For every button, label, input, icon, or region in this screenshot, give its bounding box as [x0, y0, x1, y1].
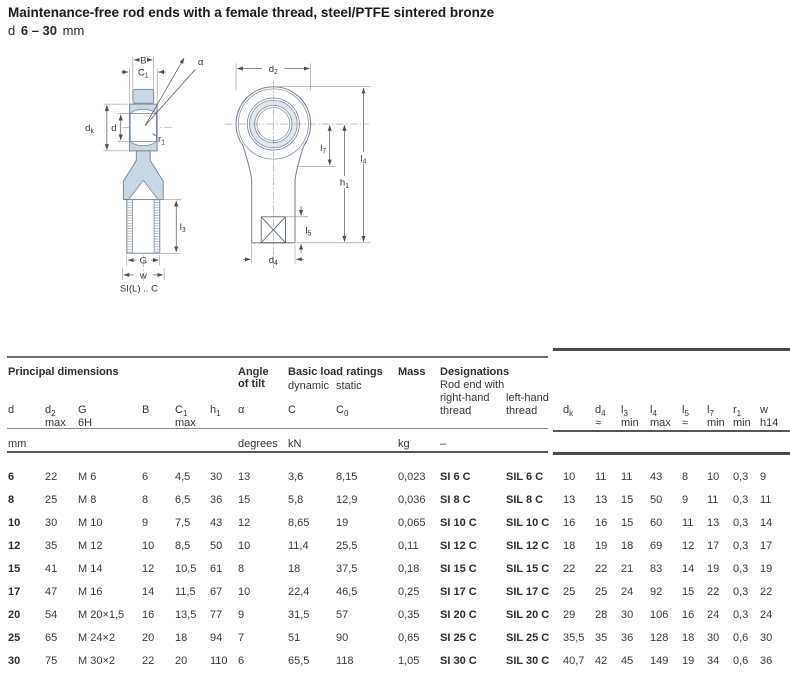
table-cell: 8,65: [288, 517, 310, 529]
group-angle-of-tilt-2: of tilt: [238, 378, 265, 390]
table-cell: 128: [650, 632, 669, 644]
subheader-right-hand: right-hand: [440, 392, 490, 404]
table-cell: 10: [707, 471, 720, 483]
table-cell: 19: [595, 540, 608, 552]
table-cell: 83: [650, 563, 663, 575]
table-cell: 24: [707, 609, 720, 621]
designation: SI 30 C: [440, 655, 477, 667]
table-cell: 0,65: [398, 632, 420, 644]
table-cell: 25: [8, 632, 21, 644]
units-rule-left: [7, 451, 548, 453]
rod-end-front-view: [225, 81, 369, 268]
dim-label-d: d: [111, 122, 117, 134]
table-cell: 22: [760, 586, 773, 598]
table-cell: 43: [210, 517, 223, 529]
table-cell: 18: [175, 632, 188, 644]
column-symbol: $l_5$: [682, 404, 689, 419]
designation: SIL 30 C: [506, 655, 550, 667]
table-cell: 5,8: [288, 494, 304, 506]
group-mass: Mass: [398, 366, 426, 378]
column-symbol: $l_3$: [621, 404, 628, 419]
table-cell: 40,7: [563, 655, 585, 667]
dim-label-l3: $l_3$: [179, 221, 186, 234]
table-cell: 37,5: [336, 563, 358, 575]
table-cell: 13,5: [175, 609, 197, 621]
table-cell: 69: [650, 540, 663, 552]
table-cell: 18: [563, 540, 576, 552]
table-cell: 15: [238, 494, 251, 506]
table-cell: 29: [563, 609, 576, 621]
dim-label-d4: $d_4$: [268, 254, 278, 267]
dim-label-h1: $h_1$: [339, 177, 350, 190]
table-cell: 57: [336, 609, 349, 621]
table-cell: 25,5: [336, 540, 358, 552]
table-cell: 47: [45, 586, 58, 598]
column-qualifier: max: [45, 417, 66, 429]
table-cell: 14: [142, 586, 155, 598]
column-symbol: C: [288, 404, 296, 416]
table-cell: 12: [8, 540, 21, 552]
table-cell: M 20×1,5: [78, 609, 125, 621]
table-cell: 149: [650, 655, 669, 667]
table-cell: 22: [563, 563, 576, 575]
table-cell: 0,6: [733, 632, 749, 644]
table-cell: 3,6: [288, 471, 304, 483]
column-symbol: B: [142, 404, 150, 416]
subheader-left-hand: left-hand: [506, 392, 549, 404]
table-cell: 10: [142, 540, 155, 552]
table-cell: 8: [142, 494, 149, 506]
group-designations: Designations: [440, 366, 510, 378]
table-cell: M 12: [78, 540, 103, 552]
table-cell: 14: [760, 517, 773, 529]
table-cell: 0,6: [733, 655, 749, 667]
table-cell: 60: [650, 517, 663, 529]
group-principal-dimensions: Principal dimensions: [8, 366, 119, 378]
table-cell: 20: [142, 632, 155, 644]
dim-label-l5: $l_5$: [305, 225, 312, 238]
table-cell: 19: [682, 655, 695, 667]
table-cell: 0,25: [398, 586, 420, 598]
table-cell: 6,5: [175, 494, 191, 506]
column-qualifier: min: [707, 417, 725, 429]
table-cell: 61: [210, 563, 223, 575]
dim-label-l4: $l_4$: [360, 153, 367, 166]
table-cell: 24: [760, 609, 773, 621]
table-cell: 15: [8, 563, 21, 575]
table-cell: 0,3: [733, 540, 749, 552]
table-cell: 16: [563, 517, 576, 529]
header-rule-right: [553, 430, 790, 432]
column-symbol: $r_1$: [733, 404, 742, 419]
table-cell: 13: [563, 494, 576, 506]
column-symbol: w: [760, 404, 768, 416]
designation: SI 6 C: [440, 471, 471, 483]
table-cell: M 6: [78, 471, 97, 483]
table-cell: 90: [336, 632, 349, 644]
table-cell: 106: [650, 609, 669, 621]
column-qualifier: min: [621, 417, 639, 429]
table-cell: 0,3: [733, 517, 749, 529]
table-cell: 8,15: [336, 471, 358, 483]
table-cell: 43: [650, 471, 663, 483]
ball-section: [130, 109, 156, 145]
column-symbol: $l_4$: [650, 404, 657, 419]
table-cell: 1,05: [398, 655, 420, 667]
column-qualifier: ≈: [595, 417, 602, 429]
table-cell: 77: [210, 609, 223, 621]
table-cell: 75: [45, 655, 58, 667]
table-cell: 17: [707, 540, 720, 552]
bore-range: [8, 23, 84, 38]
table-cell: 118: [336, 655, 354, 667]
column-symbol: $l_7$: [707, 404, 714, 419]
table-cell: 8: [682, 471, 689, 483]
designation: SIL 6 C: [506, 471, 544, 483]
table-cell: 36: [621, 632, 634, 644]
dim-label-dk: $d_k$: [85, 122, 94, 136]
table-cell: 45: [621, 655, 634, 667]
unit-kg: kg: [398, 438, 410, 450]
table-cell: 18: [682, 632, 695, 644]
column-symbol: $d_2$: [45, 404, 56, 419]
table-cell: 19: [760, 563, 773, 575]
table-cell: 30: [45, 517, 58, 529]
column-qualifier: max: [175, 417, 196, 429]
table-cell: 8: [8, 494, 15, 506]
dim-label-w: w: [139, 270, 147, 282]
table-cell: 17: [760, 540, 773, 552]
column-symbol: $d_4$: [595, 404, 606, 419]
group-basic-load-ratings: Basic load ratings: [288, 366, 383, 378]
table-cell: 25: [595, 586, 608, 598]
table-cell: 8: [238, 563, 245, 575]
dim-label-r1: $r_1$: [158, 134, 166, 147]
table-cell: 21: [621, 563, 634, 575]
table-cell: 18: [621, 540, 634, 552]
designation: SIL 12 C: [506, 540, 550, 552]
table-cell: 31,5: [288, 609, 310, 621]
designation: SIL 25 C: [506, 632, 550, 644]
unit-mm: mm: [8, 438, 27, 450]
table-cell: 22: [45, 471, 58, 483]
table-cell: 13: [595, 494, 608, 506]
table-cell: 20: [175, 655, 188, 667]
table-cell: 16: [595, 517, 608, 529]
unit-degrees: degrees: [238, 438, 278, 450]
column-symbol: $h_1$: [210, 404, 221, 419]
table-cell: 51: [288, 632, 301, 644]
table-cell: 35: [45, 540, 58, 552]
subheader-left-thread: thread: [506, 405, 538, 417]
table-cell: 65,5: [288, 655, 310, 667]
table-cell: 65: [45, 632, 58, 644]
bore-range-value: 6 – 30: [20, 23, 58, 38]
table-cell: 24: [621, 586, 634, 598]
column-symbol: G: [78, 404, 87, 416]
table-cell: 14: [682, 563, 695, 575]
column-qualifier: min: [733, 417, 751, 429]
rod-end-side-view: [122, 89, 172, 283]
designation: SIL 17 C: [506, 586, 550, 598]
table-cell: 10: [238, 540, 251, 552]
table-cell: 11: [621, 471, 633, 483]
bore-range-unit: mm: [62, 23, 85, 38]
table-cell: 11: [707, 494, 719, 506]
table-cell: 0,3: [733, 471, 749, 483]
subheader-dynamic: dynamic: [288, 380, 329, 392]
table-cell: 15: [682, 586, 695, 598]
designation: SIL 8 C: [506, 494, 544, 506]
table-cell: M 24×2: [78, 632, 115, 644]
table-cell: 6: [142, 471, 149, 483]
table-cell: 30: [621, 609, 634, 621]
table-top-rule-left: [7, 356, 548, 358]
table-cell: 10: [238, 586, 251, 598]
table-cell: 36: [210, 494, 223, 506]
table-cell: 25: [45, 494, 58, 506]
table-cell: 46,5: [336, 586, 358, 598]
table-cell: M 30×2: [78, 655, 115, 667]
table-cell: 0,036: [398, 494, 426, 506]
table-cell: 92: [650, 586, 663, 598]
table-cell: 18: [288, 563, 301, 575]
table-cell: 30: [760, 632, 773, 644]
table-cell: 67: [210, 586, 223, 598]
designation: SI 25 C: [440, 632, 477, 644]
dim-label-d2: $d_2$: [268, 64, 278, 77]
table-cell: 34: [707, 655, 720, 667]
dim-label-alpha: α: [197, 57, 204, 69]
table-cell: 12: [682, 540, 695, 552]
table-cell: 54: [45, 609, 58, 621]
designation: SI 10 C: [440, 517, 477, 529]
table-cell: 12,9: [336, 494, 358, 506]
table-cell: 36: [760, 655, 773, 667]
table-cell: 22: [142, 655, 155, 667]
table-cell: 42: [595, 655, 608, 667]
table-cell: 0,3: [733, 494, 749, 506]
table-cell: 13: [707, 517, 720, 529]
table-cell: M 8: [78, 494, 97, 506]
table-cell: 8,5: [175, 540, 191, 552]
designation: SI 20 C: [440, 609, 477, 621]
designation: SI 17 C: [440, 586, 477, 598]
column-qualifier: ≈: [682, 417, 689, 429]
outer-ring-top: [133, 89, 154, 103]
table-top-rule-right: [553, 348, 790, 351]
subheader-right-thread: thread: [440, 405, 472, 417]
designation: SIL 15 C: [506, 563, 550, 575]
table-cell: 22,4: [288, 586, 310, 598]
table-cell: 12: [142, 563, 155, 575]
table-cell: 12: [238, 517, 251, 529]
group-angle-of-tilt-1: Angle: [238, 366, 269, 378]
table-cell: 10: [8, 517, 21, 529]
table-cell: 0,065: [398, 517, 426, 529]
table-cell: 35,5: [563, 632, 585, 644]
unit-dash: –: [440, 438, 447, 450]
dim-label-b: B: [140, 55, 147, 67]
table-cell: 0,11: [398, 540, 419, 552]
table-cell: 11: [682, 517, 694, 529]
table-cell: M 14: [78, 563, 103, 575]
table-cell: 11,5: [175, 586, 196, 598]
table-cell: 94: [210, 632, 223, 644]
dim-label-c1: $C_1$: [137, 67, 149, 80]
table-cell: 30: [8, 655, 21, 667]
table-cell: 0,35: [398, 609, 420, 621]
column-symbol: $d_k$: [563, 404, 574, 419]
table-cell: 6: [8, 471, 15, 483]
designation: SI 12 C: [440, 540, 477, 552]
table-cell: 0,3: [733, 586, 749, 598]
table-cell: M 10: [78, 517, 103, 529]
table-cell: 6: [238, 655, 245, 667]
table-cell: 9: [760, 471, 767, 483]
units-rule-right: [553, 452, 790, 455]
table-cell: 19: [707, 563, 720, 575]
designation: SIL 20 C: [506, 609, 550, 621]
table-cell: 7,5: [175, 517, 191, 529]
table-cell: 9: [682, 494, 689, 506]
table-cell: 10,5: [175, 563, 197, 575]
table-cell: 16: [142, 609, 155, 621]
table-cell: 0,3: [733, 563, 749, 575]
column-qualifier: 6H: [78, 417, 93, 429]
table-cell: 20: [8, 609, 21, 621]
table-cell: 15: [621, 517, 634, 529]
table-cell: 10: [563, 471, 576, 483]
table-cell: 35: [595, 632, 608, 644]
designation: SIL 10 C: [506, 517, 550, 529]
table-cell: 11,4: [288, 540, 309, 552]
table-cell: 0,3: [733, 609, 749, 621]
table-cell: 17: [8, 586, 21, 598]
table-cell: 9: [142, 517, 149, 529]
column-symbol: $C_0$: [336, 404, 349, 419]
table-cell: 7: [238, 632, 245, 644]
table-cell: 9: [238, 609, 245, 621]
table-cell: 22: [707, 586, 720, 598]
table-cell: 110: [210, 655, 228, 667]
column-symbol: d: [8, 404, 15, 416]
table-cell: 50: [210, 540, 223, 552]
table-cell: 16: [682, 609, 695, 621]
table-cell: 0,023: [398, 471, 426, 483]
table-cell: 25: [563, 586, 576, 598]
table-cell: 11: [760, 494, 772, 506]
table-cell: 30: [707, 632, 720, 644]
table-cell: 41: [45, 563, 58, 575]
designation: SI 15 C: [440, 563, 477, 575]
table-cell: 13: [238, 471, 251, 483]
table-cell: 4,5: [175, 471, 191, 483]
bore-range-prefix: d: [8, 23, 16, 38]
table-cell: 22: [595, 563, 608, 575]
subheader-static: static: [336, 380, 362, 392]
technical-drawings: [0, 46, 460, 346]
designation-caption: SI(L) .. C: [119, 283, 158, 295]
designation: SI 8 C: [440, 494, 471, 506]
table-cell: M 16: [78, 586, 103, 598]
table-cell: 11: [595, 471, 607, 483]
table-cell: 15: [621, 494, 634, 506]
column-qualifier: h14: [760, 417, 779, 429]
column-symbol: $C_1$: [175, 404, 188, 419]
dim-label-l7: $l_7$: [320, 142, 327, 156]
unit-kn: kN: [288, 438, 302, 450]
page-title: Maintenance-free rod ends with a female thread, steel/PTFE sintered bronze: [8, 5, 495, 20]
table-cell: 0,18: [398, 563, 420, 575]
table-cell: 30: [210, 471, 223, 483]
column-qualifier: max: [650, 417, 671, 429]
column-symbol: α: [238, 404, 245, 416]
table-cell: 28: [595, 609, 608, 621]
table-cell: 19: [336, 517, 349, 529]
dim-label-g: G: [139, 255, 147, 267]
table-cell: 50: [650, 494, 663, 506]
subheader-rod-end-with: Rod end with: [440, 379, 505, 391]
